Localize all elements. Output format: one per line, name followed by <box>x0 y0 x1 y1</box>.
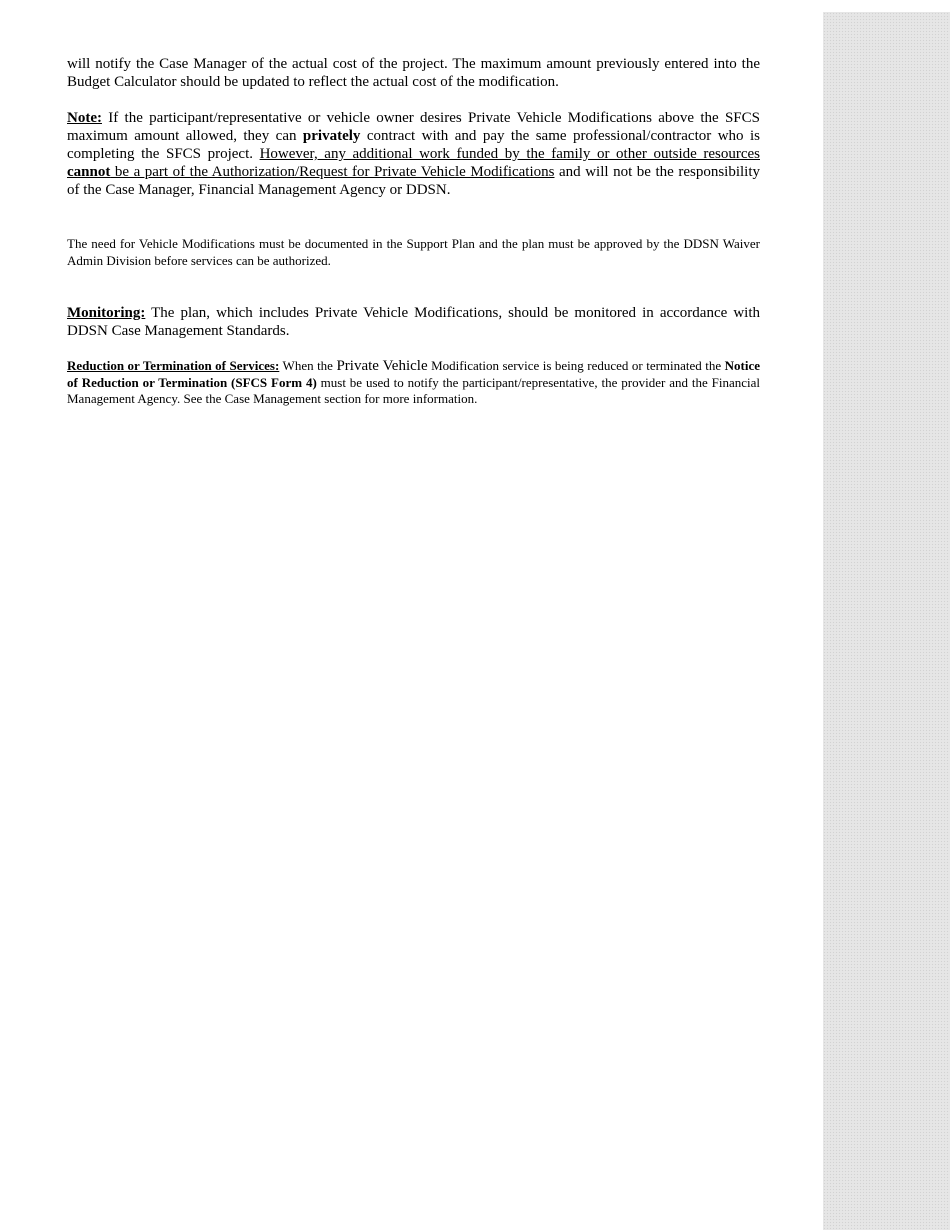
note-text-c: and will not be the responsibility of the Case Manager, Financial Management Agency or DDSN. <box>67 164 761 198</box>
monitoring-label: Monitoring: <box>67 305 146 321</box>
paragraph-note <box>67 109 760 199</box>
paragraph-monitoring <box>67 304 760 340</box>
reduction-label: Reduction or Termination of Services: <box>67 358 280 373</box>
note-text-a: If the participant/representative or vehicle owner desires Private Vehicle Modifications above the SFCS maximum amount allowed, they can <box>67 110 760 144</box>
note-bold-cannot: cannot <box>67 164 111 180</box>
paragraph-reduction <box>67 358 760 408</box>
note-bold-privately: privately <box>302 128 361 144</box>
reduction-text-a: When the <box>279 358 337 373</box>
paragraph-support-plan <box>67 236 760 269</box>
reduction-text-b: Modification service is being reduced or terminated the <box>427 358 725 373</box>
paragraph-actual-cost <box>67 55 760 91</box>
reduction-text-c: must be used to notify the participant/representative, the provider and the Financial Management Agency. See the Case Management section for more information. <box>67 374 760 406</box>
note-underlined-a: However, any additional work funded by the family or other outside resources <box>259 146 760 162</box>
document-body <box>67 55 760 408</box>
reduction-bold-notice: Notice of Reduction or Termination (SFCS Form 4) <box>67 358 761 390</box>
paragraph-actual-cost-text: will notify the Case Manager of the actual cost of the project. The maximum amount previously entered into the Budget Calculator should be updated to reflect the actual cost of the modification. <box>67 56 760 90</box>
note-underlined-b: be a part of the Authorization/Request for Private Vehicle Modifications <box>110 164 555 180</box>
note-text-b: contract with and pay the same professional/contractor who is completing the SFCS project. <box>67 128 760 162</box>
page-side-strip <box>823 12 950 1230</box>
note-label: Note: <box>67 110 102 126</box>
support-plan-text: The need for Vehicle Modifications must be documented in the Support Plan and the plan must be approved by the DDSN Waiver Admin Division before services can be authorized. <box>67 236 760 268</box>
reduction-service-name: Private Vehicle <box>336 358 428 374</box>
monitoring-text: The plan, which includes Private Vehicle Modifications, should be monitored in accordance with DDSN Case Management Standards. <box>67 305 760 339</box>
